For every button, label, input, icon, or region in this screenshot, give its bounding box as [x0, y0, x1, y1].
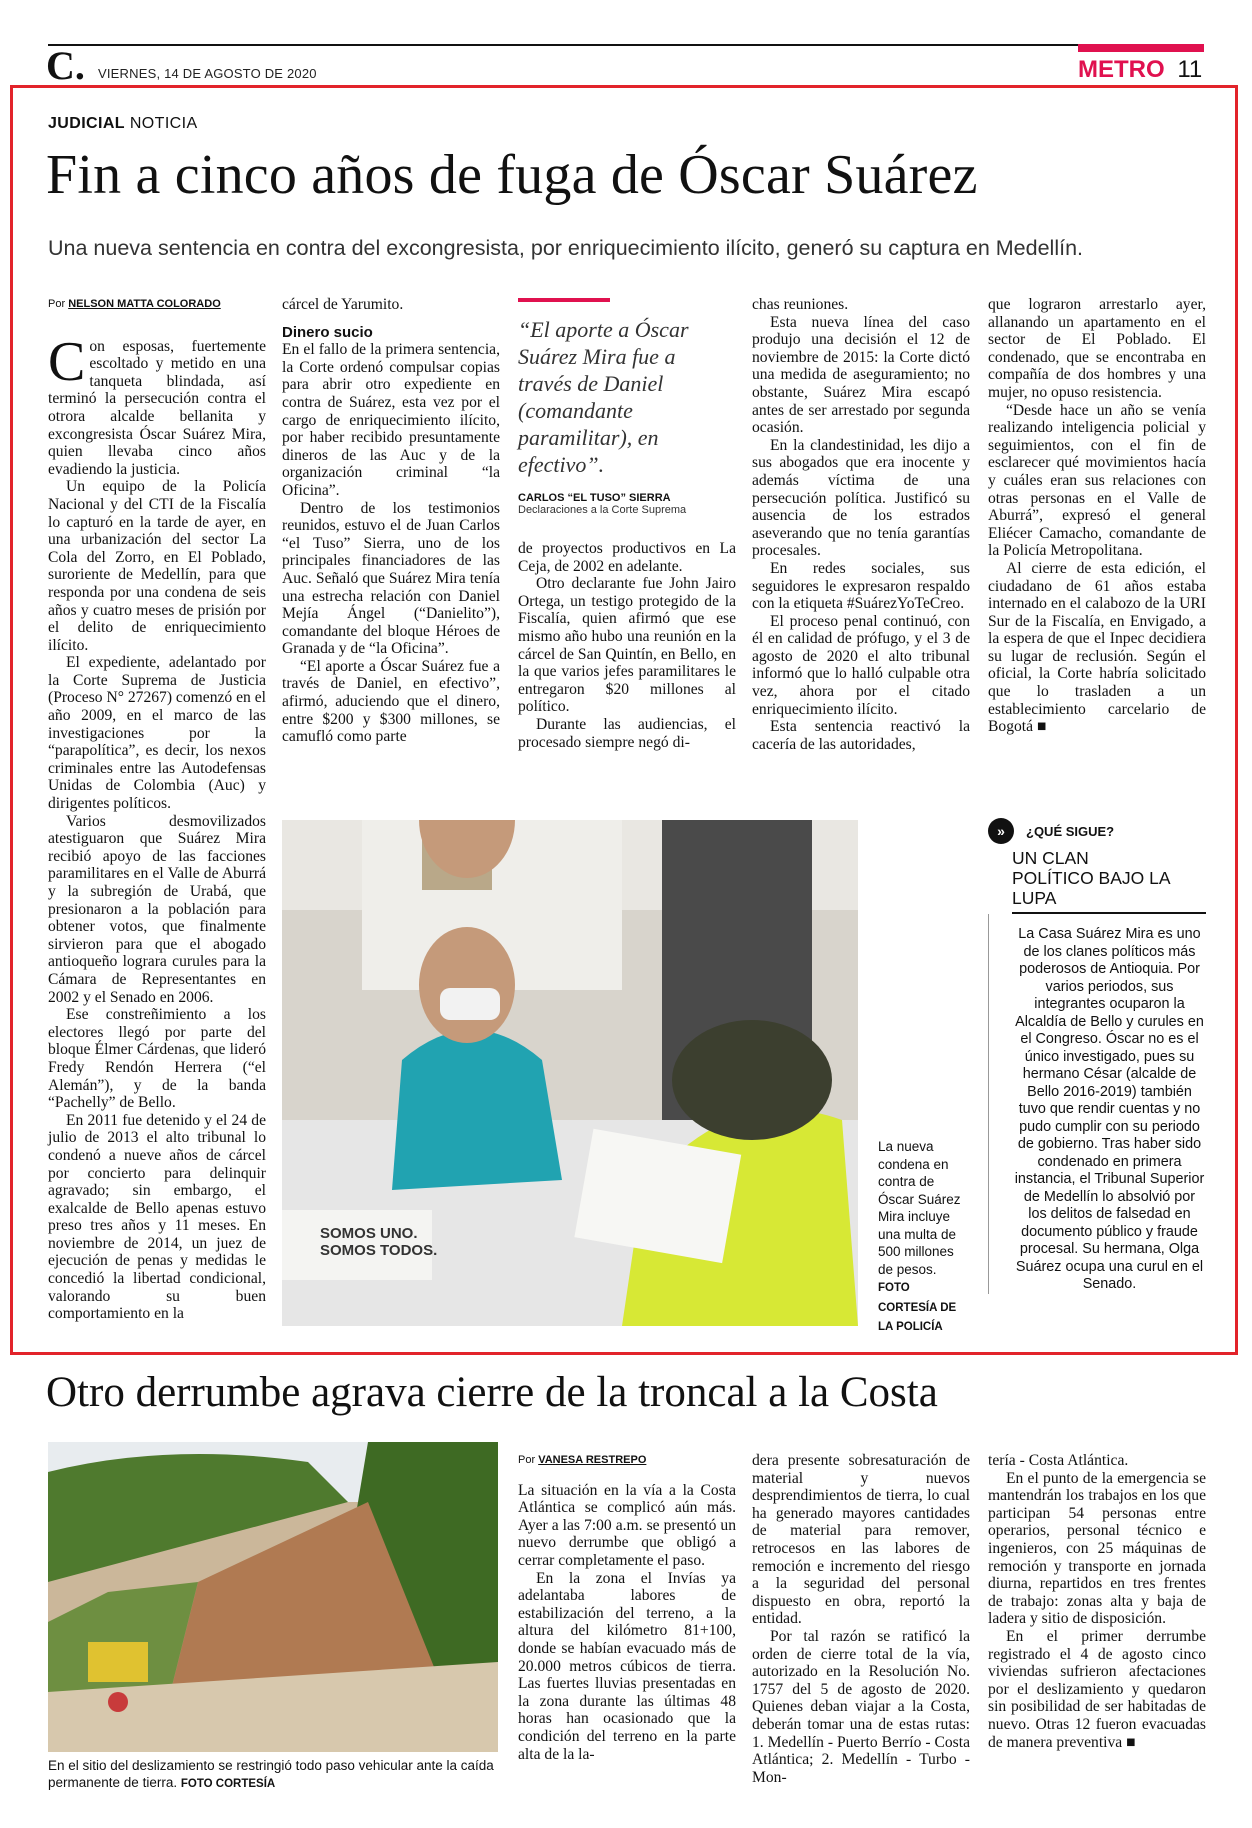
- byline-name: VANESA RESTREPO: [538, 1454, 647, 1466]
- paragraph: En redes sociales, sus seguidores le expresaron respaldo con la etiqueta #SuárezYoTeCreo.: [752, 559, 970, 613]
- sidebar-title: UN CLAN POLÍTICO BAJO LA LUPA: [1012, 848, 1170, 908]
- byline-prefix: Por: [48, 298, 66, 310]
- paragraph: Otro declarante fue John Jairo Ortega, un testigo protegido de la Fiscalía, quien afirmó que ese mismo año hubo una reunión en la cárcel de San Quintín, en Bello, en la que varios jefes paramilitares le entregaron $20 millones al político.: [518, 575, 736, 716]
- paragraph: Esta sentencia reactivó la cacería de las autoridades,: [752, 718, 970, 753]
- paragraph: Varios desmovilizados atestiguaron que Suárez Mira recibió apoyo de las facciones paramilitares en el Valle de Aburrá y la subregión de Urabá, que presionaron a la población para obtener votos, que finalmente sirvieron para que el abogado antioqueño lograra curules para la Cámara de Representantes en 2002 y el Senado en 2006.: [48, 812, 266, 1006]
- paragraph: El expediente, adelantado por la Corte Suprema de Justicia (Proceso N° 27267) comenzó en el año 2009, en el marco de las investigaciones por la “parapolítica”, es decir, los nexos criminales entre las Autodefensas Unidas de Colombia (Auc) y dirigentes políticos.: [48, 654, 266, 813]
- capture-photo: [282, 820, 858, 1326]
- sidebar-text: La Casa Suárez Mira es uno de los clanes políticos más poderosos de Antioquia. Por varios periodos, sus integrantes ocuparon la Alcaldía de Bello y curules en el Congreso. Óscar no es el único investigado, pues su hermano César (alcalde de Bello 2016-2019) también tuvo que rendir cuentas y no pudo cumplir con su periodo de gobierno. Tras haber sido condenado en primera instancia, el Tribunal Superior de Medellín lo absolvió por los delitos de falsedad en documento público y fraude procesal. Su hermana, Olga Suárez ocupa una curul en el Senado.: [1014, 926, 1205, 1292]
- kicker-rest: NOTICIA: [129, 115, 198, 132]
- sidebar-kicker-text: ¿QUÉ SIGUE?: [1026, 823, 1115, 839]
- paragraph: [988, 560, 1206, 736]
- article2-byline: [518, 1452, 736, 1470]
- paragraph: chas reuniones.: [752, 296, 849, 313]
- drop-cap: C: [48, 330, 86, 393]
- sidebar: [988, 818, 1206, 1294]
- article1-column-3: [518, 540, 736, 751]
- article2-column-1: [518, 1452, 736, 1763]
- paragraph: [988, 1628, 1206, 1751]
- section-label: [1078, 57, 1202, 83]
- paragraph: cárcel de Yarumito.: [282, 296, 404, 313]
- article2-column-2: [752, 1452, 970, 1786]
- paragraph: La situación en la vía a la Costa Atlántica se complicó aún más. Ayer a las 7:00 a.m. se presentó un nuevo derrumbe que obligó a cerrar completamente el paso.: [518, 1481, 736, 1569]
- paragraph-text: En el primer derrumbe registrado el 4 de agosto cinco viviendas sufrieron afectaciones por el deslizamiento y quedaron sin posibilidad de ser habitadas de nuevo. Otras 12 fueron evacuadas de manera preventiva: [988, 1627, 1206, 1751]
- paragraph: on esposas, fuertemente escoltado y metido en una tanqueta blindada, así terminó la persecución contra el otrora alcalde bellanita y excongresista Óscar Suárez Mira, quien llevaba cinco años evadiendo la justicia.: [48, 337, 266, 478]
- pull-quote-author: CARLOS “EL TUSO” SIERRA: [518, 492, 671, 504]
- paragraph: “El aporte a Óscar Suárez fue a través de Daniel, en efectivo”, afirmó, aduciendo que el dinero, entre $200 y $300 millones, se camufló como parte: [282, 657, 500, 746]
- kicker: [48, 115, 198, 133]
- page-number: 11: [1177, 56, 1203, 83]
- logo: [46, 43, 85, 88]
- paragraph: En 2011 fue detenido y el 24 de julio de 2013 el alto tribunal lo condenó a nueve años de cárcel por concierto para delinquir agravado; sin embargo, el exalcalde de Bello apenas estuvo preso tres años y 11 meses. En noviembre de 2014, un juez de ejecución de penas y medidas le concedió la libertad condicional, valorando su buen comportamiento en la: [48, 1111, 266, 1323]
- article2-photo-credit: FOTO CORTESÍA: [180, 1777, 276, 1790]
- headline: Fin a cinco años de fuga de Óscar Suárez: [46, 144, 978, 206]
- pull-quote-role: Declaraciones a la Corte Suprema: [518, 504, 687, 516]
- photo-wall-text-2: SOMOS TODOS.: [320, 1242, 438, 1259]
- sidebar-kicker: [988, 818, 1206, 844]
- subhead: Una nueva sentencia en contra del excongresista, por enriquecimiento ilícito, generó su captura en Medellín.: [48, 236, 1084, 260]
- photo-caption-text: La nueva condena en contra de Óscar Suárez Mira incluye una multa de 500 millones de pesos.: [878, 1139, 961, 1277]
- byline-prefix: Por: [518, 1454, 536, 1466]
- pull-quote: [518, 298, 730, 516]
- section-subhead: Dinero sucio: [282, 323, 373, 341]
- paragraph-text: Al cierre de esta edición, el ciudadano de 61 años estaba internado en el calabozo de la URI Sur de la Fiscalía, en Envigado, a la espera de que el Inpec decidiera su lugar de reclusión. Según el oficial, la Corte habría solicitado que lo trasladen a un establecimiento carcelario de Bogotá: [988, 559, 1206, 736]
- byline: [48, 296, 266, 314]
- paragraph: Dentro de los testimonios reunidos, estuvo el de Juan Carlos “el Tuso” Sierra, uno de los principales financiadores de las Auc. Señaló que Suárez Mira tenía una estrecha relación con Daniel Mejía Ángel (“Danielito”), comandante del bloque Héroes de Granada y de “la Oficina”.: [282, 499, 500, 658]
- photo-caption: [878, 1138, 968, 1337]
- paragraph: En el punto de la emergencia se mantendrán los trabajos en los que participan 54 personas entre operarios, personal técnico e ingenieros, con 25 máquinas de remoción y transporte en jornada diurna, repartidos en tres frentes de trabajo: zonas alta y baja de ladera y sitio de disposición.: [988, 1469, 1206, 1628]
- sidebar-box: [988, 914, 1206, 1294]
- logo-text: C.: [46, 43, 85, 88]
- paragraph: Por tal razón se ratificó la orden de cierre total de la vía, autorizado en la Resolución No. 1757 del 5 de agosto de 2020. Quienes deban viajar a la Costa, deberán tomar una de estas rutas: 1. Medellín - Puerto Berrío - Costa Atlántica; 2. Medellín - Turbo - Mon-: [752, 1627, 970, 1786]
- paragraph: En la clandestinidad, les dijo a sus abogados que era inocente y además víctima de una persecución política. Justificó su ausencia de los estrados aseverando que no tenía garantías procesales.: [752, 436, 970, 560]
- article2-photo-caption: [48, 1758, 498, 1792]
- article2-headline: Otro derrumbe agrava cierre de la troncal a la Costa: [46, 1369, 938, 1416]
- paragraph: “Desde hace un año se venía realizando inteligencia policial y seguimientos, con el fin de esclarecer qué movimientos hacía y cuáles eran sus relaciones con otras personas en el Valle de Aburrá”, expresó el general Eliécer Camacho, comandante de la Policía Metropolitana.: [988, 401, 1206, 560]
- paragraph: Esta nueva línea del caso produjo una decisión el 12 de noviembre de 2015: la Corte dictó una medida de aseguramiento; no obstante, Suárez Mira escapó antes de ser arrestado por segunda ocasión.: [752, 313, 970, 437]
- landslide-photo: [48, 1442, 498, 1752]
- byline-name: NELSON MATTA COLORADO: [68, 298, 221, 310]
- photo-credit: FOTO CORTESÍA DE LA POLICÍA: [878, 1282, 957, 1333]
- photo-wall-text: [320, 1225, 437, 1259]
- double-chevron-icon: »: [988, 818, 1014, 844]
- paragraph: que lograron arrestarlo ayer, allanando un apartamento en el sector de El Poblado. El condenado, que se encontraba en compañía de dos hombres y una mujer, no opuso resistencia.: [988, 296, 1206, 401]
- paragraph: En la zona el Invías ya adelantaba labores de estabilización del terreno, a la altura del kilómetro 81+100, donde se habían evacuado más de 20.000 metros cúbicos de tierra. Las fuertes lluvias presentadas en la zona durante las últimas 48 horas han ocasionado que la condición del terreno en la parte alta de la la-: [518, 1569, 736, 1763]
- article1-column-5: [988, 296, 1206, 736]
- section-accent-bar: [1078, 44, 1204, 52]
- landslide-photo-illustration: [48, 1442, 498, 1752]
- pull-quote-accent: [518, 298, 610, 302]
- kicker-bold: JUDICIAL: [48, 115, 125, 132]
- end-mark-icon: ■: [1126, 1733, 1136, 1751]
- article2-photo-caption-text: En el sitio del deslizamiento se restringió todo paso vehicular ante la caída permanente de tierra.: [48, 1758, 494, 1790]
- section-name: METRO: [1078, 56, 1165, 83]
- article1-column-2: [282, 296, 500, 746]
- pull-quote-text: “El aporte a Óscar Suárez Mira fue a través de Daniel (comandante paramilitar), en efectivo”.: [518, 317, 689, 477]
- paragraph: Ese constreñimiento a los electores llegó por parte del bloque Élmer Cárdenas, que lideró Fredy Rendón Herrera (“el Alemán”), y de la banda “Pachelly” de Bello.: [48, 1006, 266, 1112]
- photo-wall-text-1: SOMOS UNO.: [320, 1225, 418, 1242]
- article1-column-1: [48, 296, 266, 1323]
- paragraph: En el fallo de la primera sentencia, la Corte ordenó compulsar copias para abrir otro expediente en contra de Suárez, esta vez por el cargo de enriquecimiento ilícito, por haber recibido presuntamente dineros de las Auc y de la organización criminal “la Oficina”.: [282, 341, 500, 499]
- paragraph: tería - Costa Atlántica.: [988, 1452, 1129, 1469]
- paragraph: El proceso penal continuó, con él en calidad de prófugo, y el 3 de agosto de 2020 el alto tribunal informó que lo halló culpable otra vez, ahora por el citado enriquecimiento ilícito.: [752, 612, 970, 718]
- article2-column-3: [988, 1452, 1206, 1751]
- header-date: VIERNES, 14 DE AGOSTO DE 2020: [98, 66, 317, 81]
- article1-column-4: [752, 296, 970, 753]
- end-mark-icon: ■: [1036, 718, 1047, 736]
- paragraph: Durante las audiencias, el procesado siempre negó di-: [518, 715, 736, 751]
- paragraph: de proyectos productivos en La Ceja, de 2002 en adelante.: [518, 540, 736, 575]
- paragraph: dera presente sobresaturación de material y nuevos desprendimientos de tierra, lo cual ha generado mayores cantidades de material para remover, retrocesos en las labores de remoción e incremento del riesgo a la seguridad del personal dispuesto en obra, reportó la entidad.: [752, 1452, 970, 1628]
- paragraph: Un equipo de la Policía Nacional y del CTI de la Fiscalía lo capturó en la tarde de ayer, en una urbanización del sector La Cola del Zorro, en El Poblado, suroriente de Medellín, para que responda por una condena de seis años y cuatro meses de prisión por el delito de enriquecimiento ilícito.: [48, 478, 266, 654]
- top-rule: [48, 44, 1204, 46]
